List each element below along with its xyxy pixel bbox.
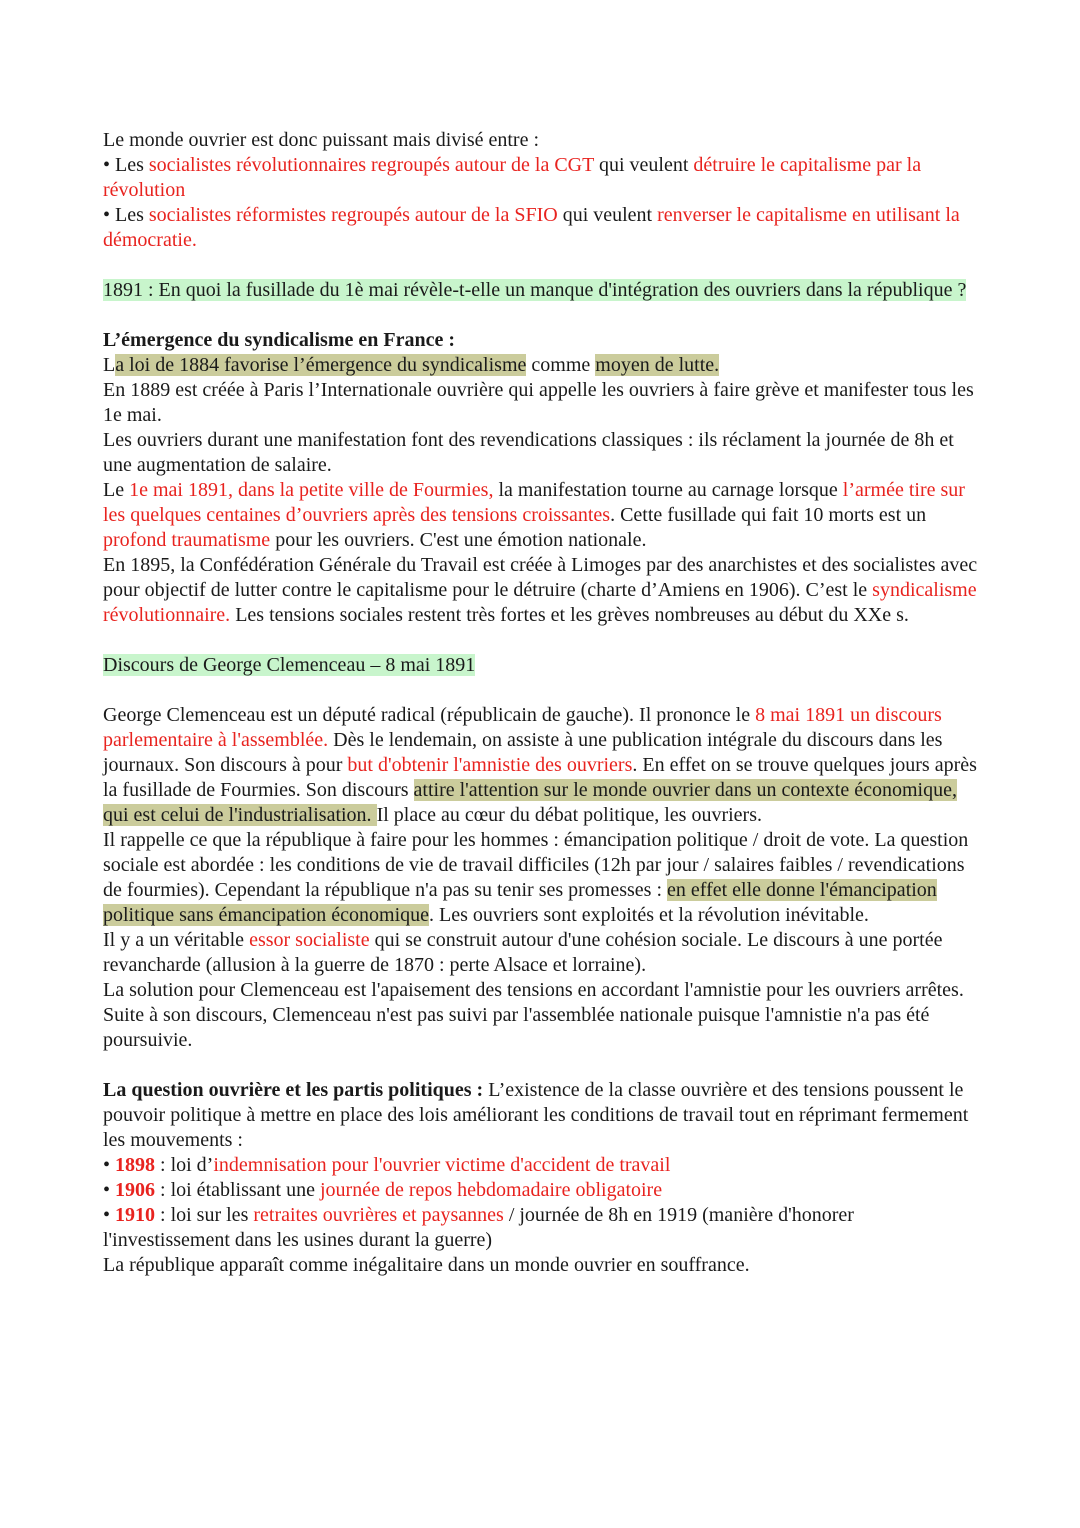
paragraph-question-ouvriere [103, 1078, 983, 1153]
law-item [103, 1203, 983, 1253]
discours-title-text: Discours de George Clemenceau – 8 mai 1891 [103, 654, 476, 676]
paragraph: En 1889 est créée à Paris l’Internationale ouvrière qui appelle les ouvriers à faire grève et manifester tous les 1e mai. [103, 379, 974, 426]
question-1891 [103, 278, 983, 303]
highlight-red: l’armée tire sur les quelques centaines d’ouvriers après des tensions croissantes [103, 479, 965, 526]
law-item [103, 1153, 983, 1178]
text: / journée de 8h en 1919 (manière d'honorer l'investissement dans les usines durant la guerre) [103, 1204, 854, 1251]
law-item [103, 1178, 983, 1203]
text: En 1895, la Confédération Générale du Travail est créée à Limoges par des anarchistes et des socialistes avec pour objectif de lutter contre le capitalisme pour le détruire (charte d’Amiens en 1906). C’est le [103, 554, 978, 601]
highlight-red: essor socialiste [249, 929, 370, 951]
text: qui veulent [593, 154, 694, 176]
highlight-red: but d'obtenir l'amnistie des ouvriers [347, 754, 633, 776]
text: Le [103, 479, 130, 501]
paragraph: La solution pour Clemenceau est l'apaisement des tensions en accordant l'amnistie pour les ouvriers arrêtes. Suite à son discours, Clemenceau n'est pas suivi par l'assemblée nationale puisque l'amnistie n'a pas été poursuivie. [103, 979, 964, 1051]
text: L’existence de la classe ouvrière et des tensions poussent le pouvoir politique à mettre en place des lois améliorant les conditions de travail tout en réprimant fermement les mouvements : [103, 1079, 969, 1151]
document-page [103, 128, 983, 1278]
section-heading-syndicalisme: L’émergence du syndicalisme en France : [103, 329, 455, 351]
paragraph [103, 828, 983, 928]
text: Il place au cœur du débat politique, les ouvriers. [376, 804, 762, 826]
text: Il rappelle ce que la république à faire pour les hommes : émancipation politique / droit de vote. La question sociale est abordée : les conditions de vie de travail difficiles (12h par jour / salaires faibles / revendications de fourmies). Cependant la république n'a pas su tenir ses promesses : [103, 829, 969, 901]
text: la manifestation tourne au carnage lorsque [493, 479, 843, 501]
paragraph [103, 478, 983, 553]
text: Les tensions sociales restent très fortes et les grèves nombreuses au début du XXe s. [230, 604, 909, 626]
highlight-red: 8 mai 1891 un discours parlementaire à l'assemblée. [103, 704, 942, 751]
text: Dès le lendemain, on assiste à une publication intégrale du discours dans les journaux. Son discours à pour [103, 729, 943, 776]
highlight-red: détruire le capitalisme par la révolution [103, 154, 922, 201]
intro-lead: Le monde ouvrier est donc puissant mais divisé entre : [103, 129, 540, 151]
paragraph: Les ouvriers durant une manifestation font des revendications classiques : ils réclament la journée de 8h et une augmentation de salaire. [103, 429, 954, 476]
text: . En effet on se trouve quelques jours après la fusillade de Fourmies. Son discours [103, 754, 977, 801]
bullet: • Les [103, 154, 149, 176]
bullet: • [103, 1179, 116, 1201]
paragraph [103, 928, 983, 978]
conclusion: La république apparaît comme inégalitaire dans un monde ouvrier en souffrance. [103, 1254, 750, 1276]
bullet: • [103, 1154, 116, 1176]
text: . Cette fusillade qui fait 10 morts est un [610, 504, 927, 526]
highlight-olive: attire l'attention sur le monde ouvrier dans un contexte économique, qui est celui de l'industrialisation. [103, 779, 957, 826]
paragraph [103, 553, 983, 628]
intro-item-cgt [103, 153, 983, 203]
text: pour les ouvriers. C'est une émotion nationale. [270, 529, 647, 551]
highlight-red: syndicalisme révolutionnaire. [103, 579, 977, 626]
text: qui veulent [557, 204, 658, 226]
highlight-olive: moyen de lutte. [595, 354, 720, 376]
bullet: • [103, 1204, 116, 1226]
text: . Les ouvriers sont exploités et la révolution inévitable. [429, 904, 869, 926]
text: : loi d’ [155, 1154, 214, 1176]
highlight-olive: a loi de 1884 favorise l’émergence du syndicalisme [115, 354, 527, 376]
bullet: • Les [103, 204, 149, 226]
text: comme [526, 354, 596, 376]
paragraph [103, 353, 983, 378]
law-year: 1898 [115, 1154, 156, 1176]
text: George Clemenceau est un député radical (républicain de gauche). Il prononce le [103, 704, 756, 726]
law-year: 1906 [115, 1179, 156, 1201]
highlight-red: socialistes réformistes regroupés autour de la SFIO [148, 204, 558, 226]
text: : loi sur les [155, 1204, 254, 1226]
law-year: 1910 [115, 1204, 156, 1226]
paragraph [103, 703, 983, 828]
highlight-red: indemnisation pour l'ouvrier victime d'accident de travail [213, 1154, 671, 1176]
highlight-red: journée de repos hebdomadaire obligatoire [320, 1179, 663, 1201]
highlight-red: renverser le capitalisme en utilisant la démocratie. [103, 204, 960, 251]
text: qui se construit autour d'une cohésion sociale. Le discours à une portée revancharde (allusion à la guerre de 1870 : perte Alsace et lorraine). [103, 929, 943, 976]
highlight-red: socialistes révolutionnaires regroupés autour de la CGT [148, 154, 594, 176]
text: : loi établissant une [155, 1179, 320, 1201]
highlight-red: retraites ouvrières et paysannes [253, 1204, 504, 1226]
highlight-red: 1e mai 1891, dans la petite ville de Fourmies, [129, 479, 494, 501]
section-heading-question-ouvriere: La question ouvrière et les partis politiques : [103, 1079, 484, 1101]
text: Il y a un véritable [103, 929, 250, 951]
highlight-red: profond traumatisme [103, 529, 271, 551]
highlight-olive: en effet elle donne l'émancipation politique sans émancipation économique [103, 879, 937, 926]
text: L [103, 354, 116, 376]
discours-title [103, 653, 983, 678]
intro-item-sfio [103, 203, 983, 253]
question-text: 1891 : En quoi la fusillade du 1è mai révèle-t-elle un manque d'intégration des ouvriers dans la république ? [103, 279, 967, 301]
